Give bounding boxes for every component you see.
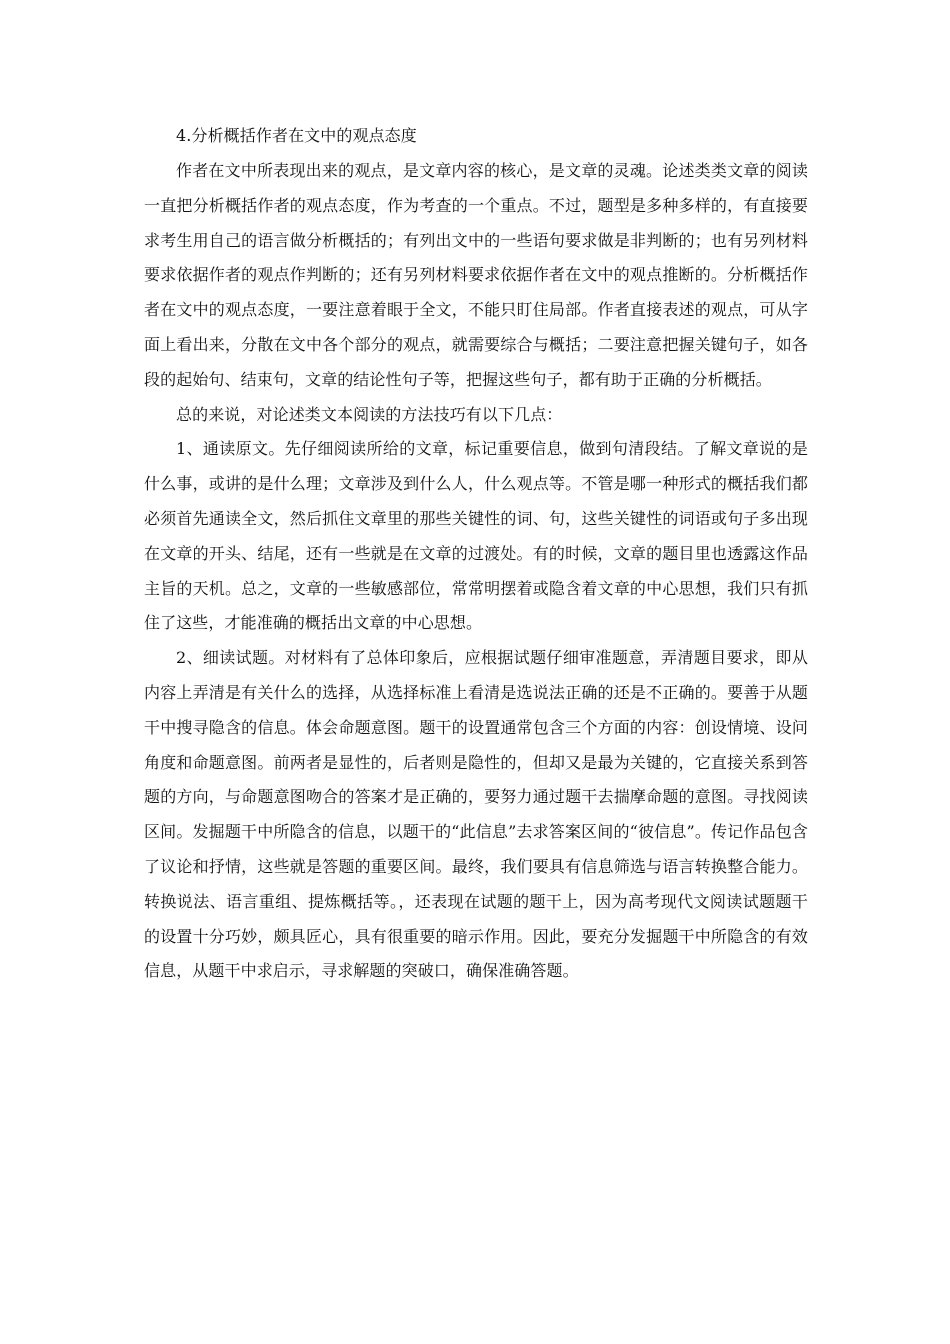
paragraph-viewpoint-analysis: 作者在文中所表现出来的观点，是文章内容的核心，是文章的灵魂。论述类类文章的阅读一直把分析概括作者的观点态度，作为考查的一个重点。不过，题型是多种多样的，有直接要求考生用自己的语言做分析概括的；有列出文中的一些语句要求做是非判断的；也有另列材料要求依据作者的观点作判断的；还有另列材料要求依据作者在文中的观点推断的。分析概括作者在文中的观点态度，一要注意着眼于全文，不能只盯住局部。作者直接表述的观点，可从字面上看出来，分散在文中各个部分的观点，就需要综合与概括；二要注意把握关键句子，如各段的起始句、结束句，文章的结论性句子等，把握这些句子，都有助于正确的分析概括。 xyxy=(144,161,808,389)
paragraph-read-questions: 2、细读试题。对材料有了总体印象后，应根据试题仔细审准题意，弄清题目要求，即从内容上弄清是有关什么的选择，从选择标准上看清是选说法正确的还是不正确的。要善于从题干中搜寻隐含的信息。体会命题意图。题干的设置通常包含三个方面的内容：创设情境、设问角度和命题意图。前两者是显性的，后者则是隐性的，但却又是最为关键的，它直接关系到答题的方向，与命题意图吻合的答案才是正确的，要努力通过题干去揣摩命题的意图。寻找阅读区间。发掘题干中所隐含的信息，以题干的“此信息”去求答案区间的“彼信息”。传记作品包含了议论和抒情，这些就是答题的重要区间。最终，我们要具有信息筛选与语言转换整合能力。转换说法、语言重组、提炼概括等。，还表现在试题的题干上，因为高考现代文阅读试题题干的设置十分巧妙，颇具匠心，具有很重要的暗示作用。因此，要充分发掘题干中所隐含的有效信息，从题干中求启示，寻求解题的突破口，确保准确答题。 xyxy=(144,648,808,981)
paragraph-summary-intro: 总的来说，对论述类文本阅读的方法技巧有以下几点： xyxy=(176,404,563,424)
paragraph-read-original: 1、通读原文。先仔细阅读所给的文章，标记重要信息，做到句清段结。了解文章说的是什么事，或讲的是什么理；文章涉及到什么人，什么观点等。不管是哪一种形式的概括我们都必须首先通读全文，然后抓住文章里的那些关键性的词、句，这些关键性的词语或句子多出现在文章的开头、结尾，还有一些就是在文章的过渡处。有的时候，文章的题目里也透露这作品主旨的天机。总之，文章的一些敏感部位，常常明摆着或隐含着文章的中心思想，我们只有抓住了这些，才能准确的概括出文章的中心思想。 xyxy=(144,439,808,633)
section-heading: 4.分析概括作者在文中的观点态度 xyxy=(176,126,417,145)
document-body xyxy=(144,120,808,989)
